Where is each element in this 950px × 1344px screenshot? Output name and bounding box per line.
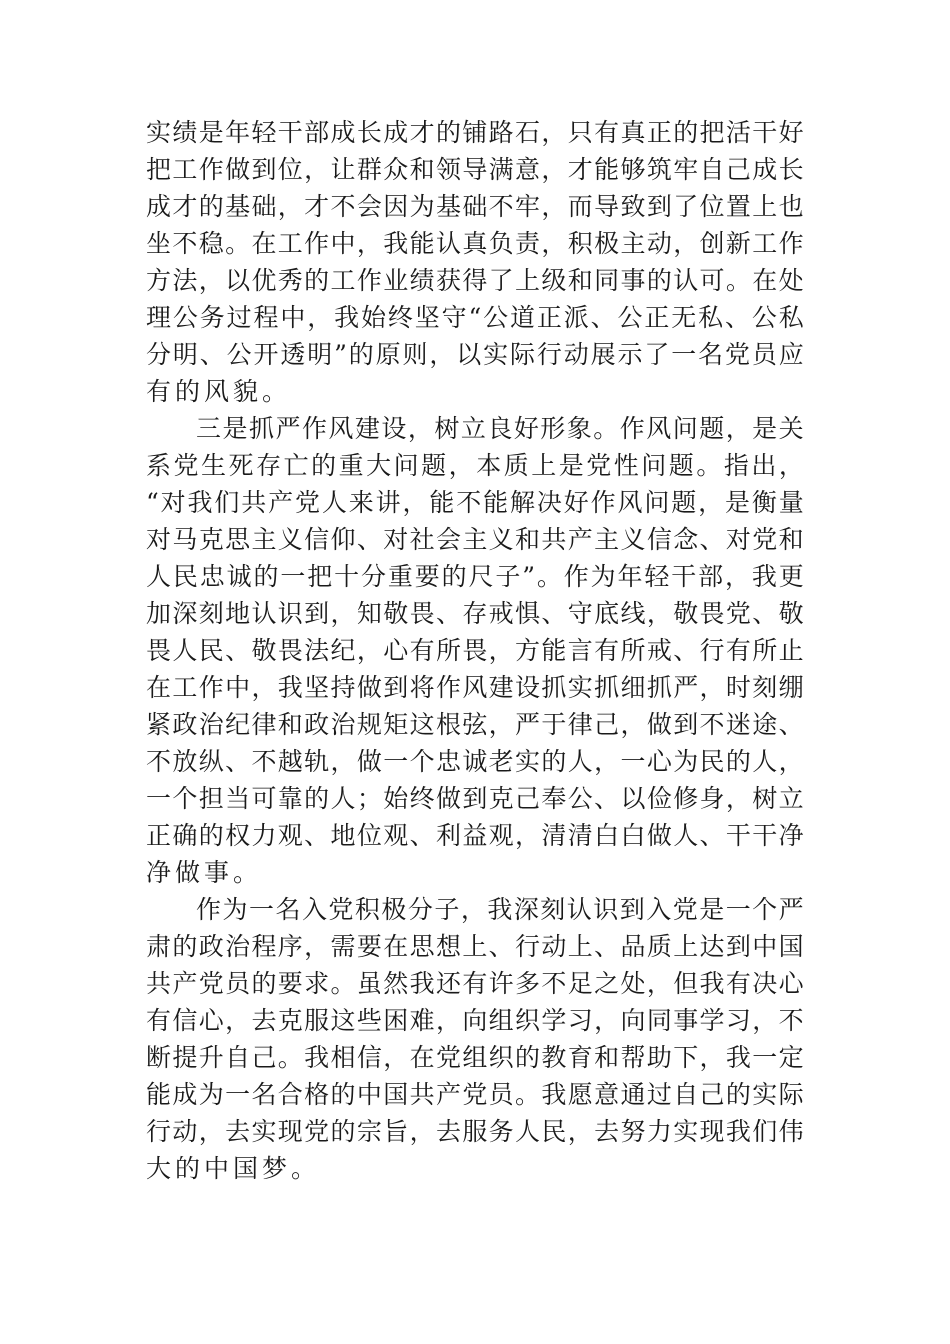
body-text-line: 共 产 党 员 的 要 求 。 虽 然 我 还 有 许 多 不 足 之 处 ， 但 我 有 决 心 [146,969,804,998]
body-text-line: 分 明 、 公 开 透 明 ” 的 原 则 ， 以 实 际 行 动 展 示 了 一 名 党 员 应 [146,340,804,369]
body-text-line: “ 对 我 们 共 产 党 人 来 讲 ， 能 不 能 解 决 好 作 风 问 题 ， 是 衡 量 [146,488,804,517]
body-text-line: 不 放 纵 、 不 越 轨 ， 做 一 个 忠 诚 老 实 的 人 ， 一 心 为 民 的 人 ， [146,747,804,776]
body-text-line: 大的中国梦。 [146,1154,321,1183]
body-text-line: 有的风貌。 [146,377,292,406]
body-text-line: 肃 的 政 治 程 序 ， 需 要 在 思 想 上 、 行 动 上 、 品 质 上 达 到 中 国 [146,932,804,961]
body-text-line: 实 绩 是 年 轻 干 部 成 长 成 才 的 铺 路 石 ， 只 有 真 正 的 把 活 干 好 [146,118,804,147]
body-text-line: 系 党 生 死 存 亡 的 重 大 问 题 ， 本 质 上 是 党 性 问 题 。 指 出 ， [146,451,804,480]
body-text-line: 人 民 忠 诚 的 一 把 十 分 重 要 的 尺 子 ” 。 作 为 年 轻 干 部 ， 我 更 [146,562,804,591]
body-text-line: 行 动 ， 去 实 现 党 的 宗 旨 ， 去 服 务 人 民 ， 去 努 力 实 现 我 们 伟 [146,1117,804,1146]
body-text-line: 方 法 ， 以 优 秀 的 工 作 业 绩 获 得 了 上 级 和 同 事 的 认 可 。 在 处 [146,266,804,295]
paragraph-first-line: 三 是 抓 严 作 风 建 设 ， 树 立 良 好 形 象 。 作 风 问 题 ， 是 关 [196,414,804,443]
body-text-line: 有 信 心 ， 去 克 服 这 些 困 难 ， 向 组 织 学 习 ， 向 同 事 学 习 ， 不 [146,1006,804,1035]
body-text-line: 把 工 作 做 到 位 ， 让 群 众 和 领 导 满 意 ， 才 能 够 筑 牢 自 己 成 长 [146,155,804,184]
body-text-line: 一 个 担 当 可 靠 的 人 ； 始 终 做 到 克 己 奉 公 、 以 俭 修 身 ， 树 立 [146,784,804,813]
body-text-line: 对 马 克 思 主 义 信 仰 、 对 社 会 主 义 和 共 产 主 义 信 念 、 对 党 和 [146,525,804,554]
body-text-line: 净做事。 [146,858,263,887]
body-text-line: 成 才 的 基 础 ， 才 不 会 因 为 基 础 不 牢 ， 而 导 致 到 了 位 置 上 也 [146,192,804,221]
body-text-line: 畏 人 民 、 敬 畏 法 纪 ， 心 有 所 畏 ， 方 能 言 有 所 戒 、 行 有 所 止 [146,636,804,665]
body-text-line: 能 成 为 一 名 合 格 的 中 国 共 产 党 员 。 我 愿 意 通 过 自 己 的 实 际 [146,1080,804,1109]
body-text-line: 正 确 的 权 力 观 、 地 位 观 、 利 益 观 ， 清 清 白 白 做 人 、 干 干 净 [146,821,804,850]
body-text-line: 坐 不 稳 。 在 工 作 中 ， 我 能 认 真 负 责 ， 积 极 主 动 ， 创 新 工 作 [146,229,804,258]
body-text-line: 理 公 务 过 程 中 ， 我 始 终 坚 守 “ 公 道 正 派 、 公 正 无 私 、 公 私 [146,303,804,332]
paragraph-first-line: 作 为 一 名 入 党 积 极 分 子 ， 我 深 刻 认 识 到 入 党 是 一 个 严 [196,895,804,924]
body-text-line: 紧 政 治 纪 律 和 政 治 规 矩 这 根 弦 ， 严 于 律 己 ， 做 到 不 迷 途 、 [146,710,804,739]
body-text-line: 加 深 刻 地 认 识 到 ， 知 敬 畏 、 存 戒 惧 、 守 底 线 ， 敬 畏 党 、 敬 [146,599,804,628]
body-text-line: 在 工 作 中 ， 我 坚 持 做 到 将 作 风 建 设 抓 实 抓 细 抓 严 ， 时 刻 绷 [146,673,804,702]
body-text-line: 断 提 升 自 己 。 我 相 信 ， 在 党 组 织 的 教 育 和 帮 助 下 ， 我 一 定 [146,1043,804,1072]
